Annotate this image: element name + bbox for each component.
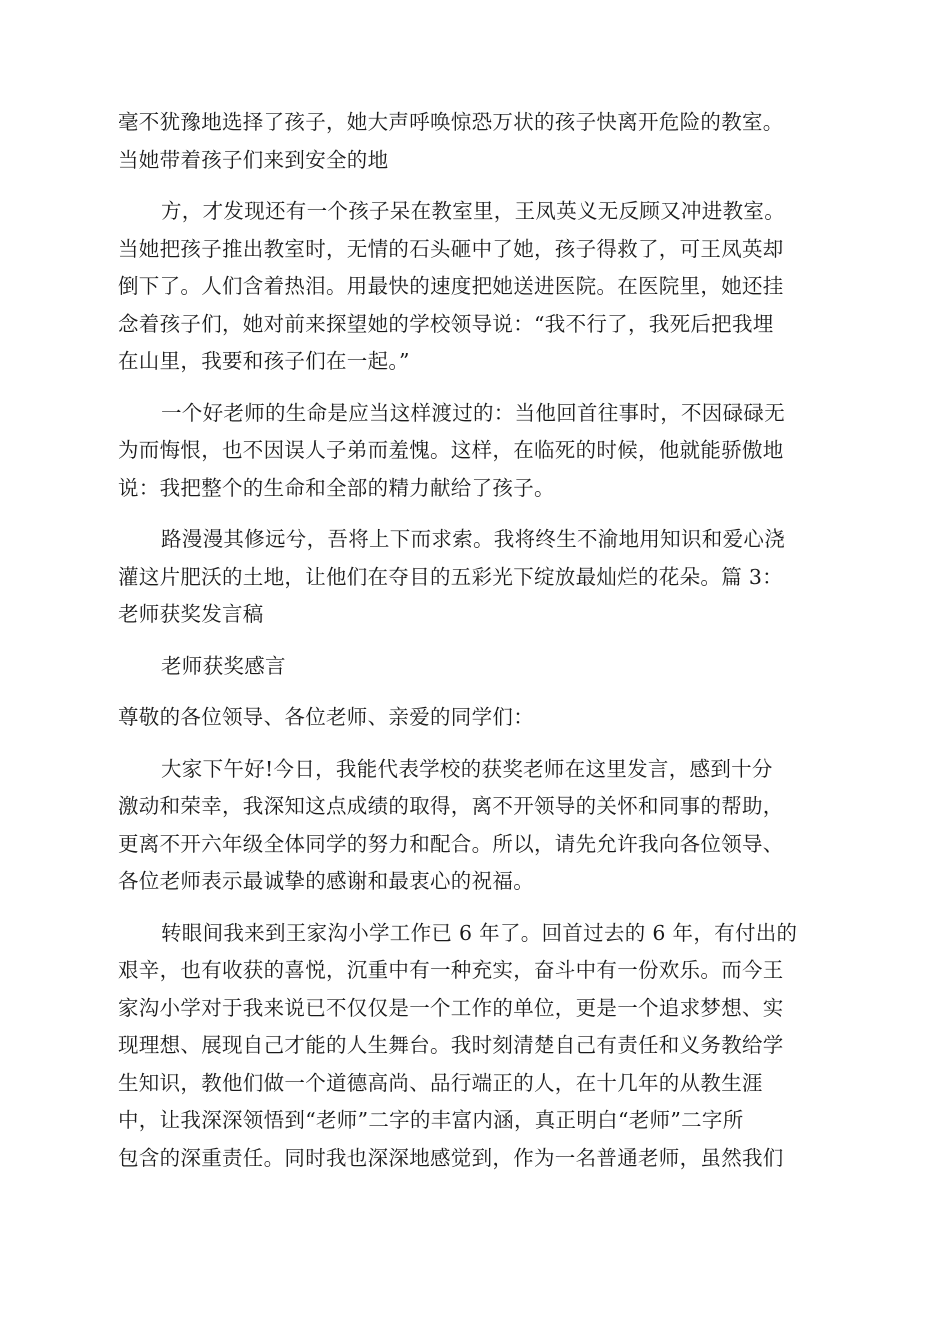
text-line: 为而悔恨，也不因误人子弟而羞愧。这样，在临死的时候，他就能骄傲地 xyxy=(118,438,784,462)
text-line: 大家下午好!今日，我能代表学校的获奖老师在这里发言，感到十分 xyxy=(161,756,773,781)
text-line: 老师获奖感言 xyxy=(161,653,286,678)
text-line: 念着孩子们，她对前来探望她的学校领导说：“我不行了，我死后把我埋 xyxy=(118,311,774,336)
paragraph xyxy=(118,193,836,381)
text-line: 生知识，教他们做一个道德高尚、品行端正的人，在十几年的从教生涯 xyxy=(118,1070,763,1095)
paragraph xyxy=(118,751,836,901)
text-line: 现理想、展现自己才能的人生舞台。我时刻清楚自己有责任和义务教给学 xyxy=(118,1033,784,1057)
text-line: 艰辛，也有收获的喜悦，沉重中有一种充实，奋斗中有一份欢乐。而今王 xyxy=(118,958,784,982)
document-body xyxy=(118,104,836,1191)
text-line: 说：我把整个的生命和全部的精力献给了孩子。 xyxy=(118,475,555,500)
text-line: 包含的深重责任。同时我也深深地感觉到，作为一名普通老师，虽然我们 xyxy=(118,1145,784,1170)
paragraph xyxy=(118,521,836,634)
text-line: 灌这片肥沃的土地，让他们在夺目的五彩光下绽放最灿烂的花朵。篇 3： xyxy=(118,564,783,589)
salutation xyxy=(118,699,836,737)
text-line: 中，让我深深领悟到“老师”二字的丰富内涵，真正明白“老师”二字所 xyxy=(118,1108,744,1132)
paragraph xyxy=(118,395,836,508)
text-line: 方，才发现还有一个孩子呆在教室里，王凤英义无反顾又冲进教室。 xyxy=(161,199,785,223)
text-line: 当她把孩子推出教室时，无情的石头砸中了她，孩子得救了，可王凤英却 xyxy=(118,236,784,261)
text-line: 激动和荣幸，我深知这点成绩的取得，离不开领导的关怀和同事的帮助， xyxy=(118,794,784,818)
section-title xyxy=(118,648,836,686)
text-line: 老师获奖发言稿 xyxy=(118,602,264,626)
paragraph xyxy=(118,915,836,1178)
text-line: 毫不犹豫地选择了孩子，她大声呼唤惊恐万状的孩子快离开危险的教室。 xyxy=(118,110,784,134)
text-line: 路漫漫其修远兮，吾将上下而求索。我将终生不渝地用知识和爱心浇 xyxy=(161,527,785,551)
text-line: 家沟小学对于我来说已不仅仅是一个工作的单位，更是一个追求梦想、实 xyxy=(118,995,784,1020)
text-line: 更离不开六年级全体同学的努力和配合。所以，请先允许我向各位领导、 xyxy=(118,831,784,856)
text-line: 一个好老师的生命是应当这样渡过的：当他回首往事时，不因碌碌无 xyxy=(161,400,785,425)
text-line: 各位老师表示最诚挚的感谢和最衷心的祝福。 xyxy=(118,869,534,893)
text-line: 转眼间我来到王家沟小学工作已 6 年了。回首过去的 6 年，有付出的 xyxy=(161,920,798,945)
text-line: 当她带着孩子们来到安全的地 xyxy=(118,147,389,172)
text-line: 倒下了。人们含着热泪。用最快的速度把她送进医院。在医院里，她还挂 xyxy=(118,274,784,298)
text-line: 尊敬的各位领导、各位老师、亲爱的同学们： xyxy=(118,705,534,729)
text-line: 在山里，我要和孩子们在一起。” xyxy=(118,349,410,373)
paragraph xyxy=(118,104,836,179)
